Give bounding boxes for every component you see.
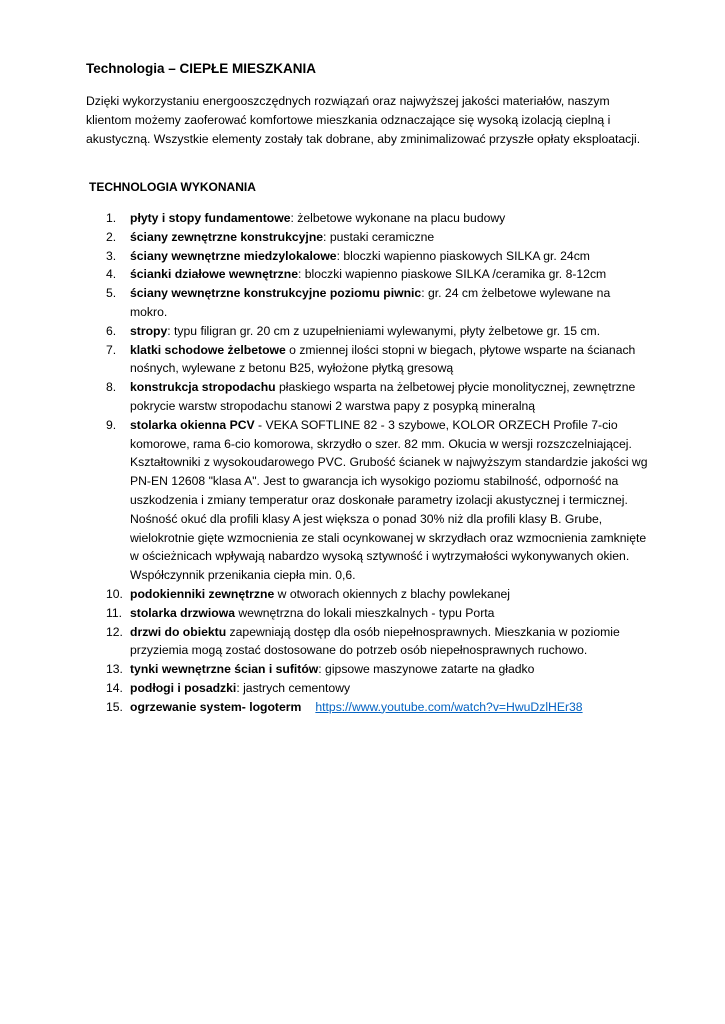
list-item-term: ściany zewnętrzne konstrukcyjne (130, 229, 324, 244)
list-item-number: 5. (106, 286, 117, 301)
list-item-term: stropy (130, 323, 168, 338)
list-item (0, 341, 650, 379)
list-item (0, 209, 650, 228)
list-item-term: ściany wewnętrzne konstrukcyjne poziomu piwnic (130, 286, 422, 301)
list-item-description: : jastrych cementowy (236, 680, 351, 695)
list-item (0, 660, 650, 679)
list-item (0, 604, 650, 623)
list-item-description: - VEKA SOFTLINE 82 - 3 szybowe, KOLOR ORZECH Profile 7-cio komorowe, rama 6-cio komorowa, skrzydło o szer. 82 mm. Okucia w wersji rozszczelniającej. Kształtowniki z wysokoudarowego PVC. Grubość ścianek w najwyższym standardzie jakości wg PN-EN 12608 "klasa A". Jest to gwarancja ich wysokigo poziomu stabilność, odporność na uszkodzenia i zmiany temperatur oraz doskonałe parametry izolacji akustycznej i termicznej. Nośność okuć dla profili klasy A jest większa o ponad 30% niż dla profili klasy B. Grube, wielokrotnie gięte wzmocnienia ze stali ocynkowanej w skrzydłach oraz wzmocnienia zamknięte w ościeżnicach wpływają nabardzo wysoką sztywność i wytrzymałości wykonywanych okien. Współczynnik przenikania ciepła min. 0,6. (130, 417, 648, 583)
list-item-term: stolarka okienna PCV (130, 417, 255, 432)
list-item-description: : gipsowe maszynowe zatarte na gładko (318, 662, 535, 677)
list-item (0, 265, 650, 284)
list-item-description: : gr. 24 cm żelbetowe wylewane na mokro. (130, 286, 611, 319)
list-item-number: 12. (106, 624, 123, 639)
list-item-number: 14. (106, 680, 123, 695)
list-item-number: 13. (106, 662, 123, 677)
list-item (0, 698, 650, 717)
list-item-description: : typu filigran gr. 20 cm z uzupełnieniami wylewanymi, płyty żelbetowe gr. 15 cm. (167, 323, 601, 338)
list-item-description: płaskiego wsparta na żelbetowej płycie monolitycznej, zewnętrzne pokrycie warstw stropodachu stanowi 2 warstwa papy z posypką mineralną (130, 380, 636, 413)
list-item (0, 416, 650, 585)
list-item-term: podokienniki zewnętrzne (130, 586, 275, 601)
list-item (0, 322, 650, 341)
list-item-number: 10. (106, 586, 123, 601)
list-item-term: klatki schodowe żelbetowe (130, 342, 286, 357)
list-item-term: ogrzewanie system- logoterm (130, 699, 302, 714)
list-item-number: 3. (106, 248, 117, 263)
list-item (0, 378, 650, 416)
list-item-number: 15. (106, 699, 123, 714)
list-item-term: ściany wewnętrzne miedzylokalowe (130, 248, 337, 263)
youtube-link[interactable]: https://www.youtube.com/watch?v=HwuDzlHEr38 (315, 699, 583, 714)
list-item-term: podłogi i posadzki (130, 680, 237, 695)
document-title: Technologia – CIEPŁE MIESZKANIA (86, 61, 317, 76)
list-item-description: : bloczki wapienno piaskowych SILKA gr. 24cm (336, 248, 590, 263)
section-heading: TECHNOLOGIA WYKONANIA (89, 180, 256, 194)
list-item-term: ścianki działowe wewnętrzne (130, 267, 298, 282)
list-item-description: : żelbetowe wykonane na placu budowy (290, 211, 506, 225)
list-item-description: zapewniają dostęp dla osób niepełnosprawnych. Mieszkania w poziomie przyziemia mogą zostać dostosowane do potrzeb osób niepełnosprawnych ruchowo. (130, 624, 620, 658)
list-item (0, 247, 650, 266)
list-item-term: stolarka drzwiowa (130, 605, 235, 620)
list-item-number: 7. (106, 342, 117, 357)
list-item-number: 1. (106, 211, 117, 225)
list-item (0, 228, 650, 247)
list-item-description: : bloczki wapienno piaskowe SILKA /ceramika gr. 8-12cm (297, 267, 607, 282)
list-item-description: w otworach okiennych z blachy powlekanej (274, 586, 511, 601)
list-item (0, 284, 650, 322)
list-item-number: 8. (106, 380, 117, 395)
list-item-number: 6. (106, 323, 117, 338)
list-item-description: o zmiennej ilości stopni w biegach, płytowe wsparte na ścianach nośnych, wylewane z betonu B25, wyłożone płytką gresową (130, 342, 636, 376)
list-item-term: tynki wewnętrzne ścian i sufitów (130, 662, 319, 677)
list-item-description: wewnętrzna do lokali mieszkalnych - typu Porta (234, 605, 495, 620)
intro-paragraph: Dzięki wykorzystaniu energooszczędnych rozwiązań oraz najwyższej jakości materiałów, naszym klientom możemy zaoferować komfortowe mieszkania odznaczające się wysoką izolacją cieplną i akustyczną. Wszystkie elementy zostały tak dobrane, aby zminimalizować przyszłe opłaty eksploatacji. (86, 94, 641, 146)
list-item (0, 679, 650, 698)
list-item (0, 623, 650, 661)
list-item-term: konstrukcja stropodachu (130, 380, 276, 395)
list-item-term: drzwi do obiektu (130, 624, 227, 639)
list-item-number: 11. (106, 605, 123, 620)
list-item-number: 2. (106, 229, 117, 244)
list-item-number: 9. (106, 417, 117, 432)
list-item-number: 4. (106, 267, 117, 282)
list-item-term: płyty i stopy fundamentowe (130, 211, 291, 225)
list-item-description: : pustaki ceramiczne (323, 229, 435, 244)
technology-list (0, 209, 725, 717)
list-item (0, 585, 650, 604)
